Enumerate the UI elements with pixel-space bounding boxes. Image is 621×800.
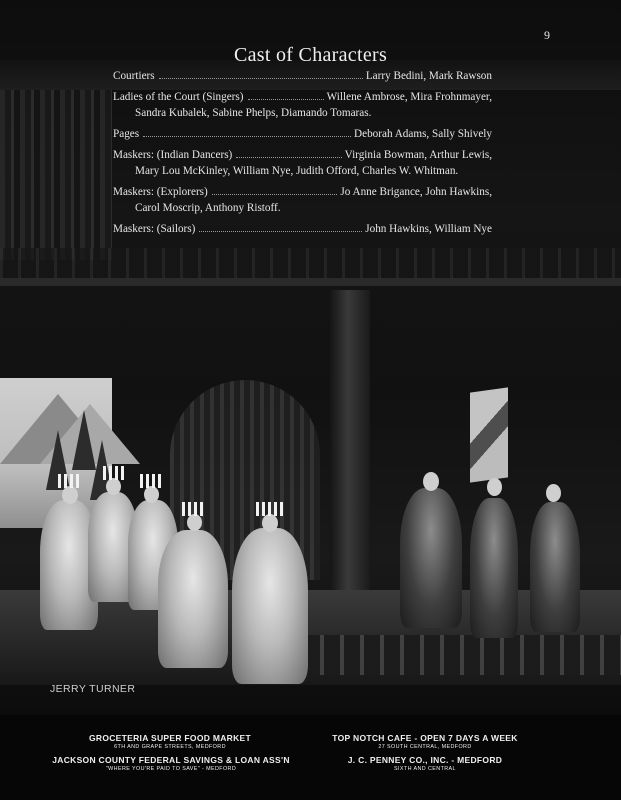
ad-name: JACKSON COUNTY FEDERAL SAVINGS & LOAN ASS'N	[52, 755, 290, 765]
ad-top-notch-cafe	[315, 733, 535, 750]
cast-list	[113, 68, 492, 242]
cast-line	[113, 221, 492, 237]
performer-figure	[530, 502, 580, 632]
ad-jackson-county-federal	[45, 755, 297, 772]
page-number: 9	[544, 28, 550, 42]
balcony-beam	[0, 278, 621, 286]
ad-name: TOP NOTCH CAFE - OPEN 7 DAYS A WEEK	[332, 733, 518, 743]
page-title: Cast of Characters	[233, 44, 388, 66]
banner-flag	[470, 387, 508, 482]
crown-headdress	[256, 502, 284, 516]
leader-dots	[248, 99, 324, 100]
ad-address: 6TH AND GRAPE STREETS, MEDFORD	[114, 744, 226, 750]
cast-role: Ladies of the Court (Singers)	[113, 91, 244, 103]
performer-figure	[470, 498, 518, 638]
performer-figure	[400, 488, 462, 628]
cast-actors: Willene Ambrose, Mira Frohnmayer,	[326, 91, 492, 103]
performer-head	[62, 486, 78, 504]
performer-head	[144, 486, 159, 503]
ad-jc-penney	[320, 755, 530, 772]
performer-head	[106, 478, 121, 495]
performer-head	[262, 514, 278, 532]
cast-entry	[113, 221, 492, 237]
cast-line	[113, 184, 492, 200]
cast-actors: Deborah Adams, Sally Shively	[354, 128, 492, 140]
stage-pillar	[330, 290, 370, 610]
cast-actors: Virginia Bowman, Arthur Lewis,	[344, 149, 492, 161]
advertisement-strip	[0, 715, 621, 800]
leader-dots	[143, 136, 351, 137]
ad-address: "WHERE YOU'RE PAID TO SAVE" - MEDFORD	[105, 766, 237, 772]
ad-groceteria	[70, 733, 270, 750]
performer-head	[187, 514, 202, 531]
crown-headdress	[58, 474, 82, 488]
cast-entry	[113, 89, 492, 121]
cast-line	[113, 147, 492, 163]
cast-role: Maskers: (Indian Dancers)	[113, 149, 233, 161]
cast-entry	[113, 68, 492, 84]
performer-head	[546, 484, 561, 502]
cast-actors: Jo Anne Brigance, John Hawkins,	[340, 186, 492, 198]
cast-actors: Larry Bedini, Mark Rawson	[365, 70, 492, 82]
leader-dots	[236, 157, 341, 158]
ad-address: 27 SOUTH CENTRAL, MEDFORD	[378, 744, 472, 750]
cast-line	[113, 126, 492, 142]
cast-entry	[113, 184, 492, 216]
crown-headdress	[182, 502, 206, 516]
leader-dots	[212, 194, 338, 195]
cast-entry	[113, 147, 492, 179]
cast-actors: John Hawkins, William Nye	[365, 223, 492, 235]
ad-name: GROCETERIA SUPER FOOD MARKET	[88, 733, 252, 743]
cast-actors-continued: Mary Lou McKinley, William Nye, Judith Offord, Charles W. Whitman.	[135, 165, 459, 177]
cast-actors-continued: Carol Moscrip, Anthony Ristoff.	[135, 202, 281, 214]
cast-role: Maskers: (Explorers)	[113, 186, 208, 198]
crown-headdress	[103, 466, 125, 480]
cast-role: Maskers: (Sailors)	[113, 223, 196, 235]
crown-headdress	[140, 474, 162, 488]
curtain	[0, 90, 112, 260]
performer-head	[487, 478, 502, 496]
cast-actors-continued: Sandra Kubalek, Sabine Phelps, Diamando Tomaras.	[135, 107, 372, 119]
performer-figure	[158, 530, 228, 668]
ad-address: SIXTH AND CENTRAL	[394, 766, 456, 772]
cast-role: Courtiers	[113, 70, 155, 82]
performer-head	[423, 472, 439, 491]
cast-line	[113, 89, 492, 105]
balcony-railing	[0, 248, 621, 278]
ad-name: J. C. PENNEY CO., INC. - MEDFORD	[347, 755, 503, 765]
leader-dots	[199, 231, 362, 232]
cast-line	[113, 68, 492, 84]
leader-dots	[159, 78, 363, 79]
performer-figure	[232, 528, 308, 684]
cast-entry	[113, 126, 492, 142]
cast-role: Pages	[113, 128, 140, 140]
photo-credit: JERRY TURNER	[50, 683, 136, 695]
